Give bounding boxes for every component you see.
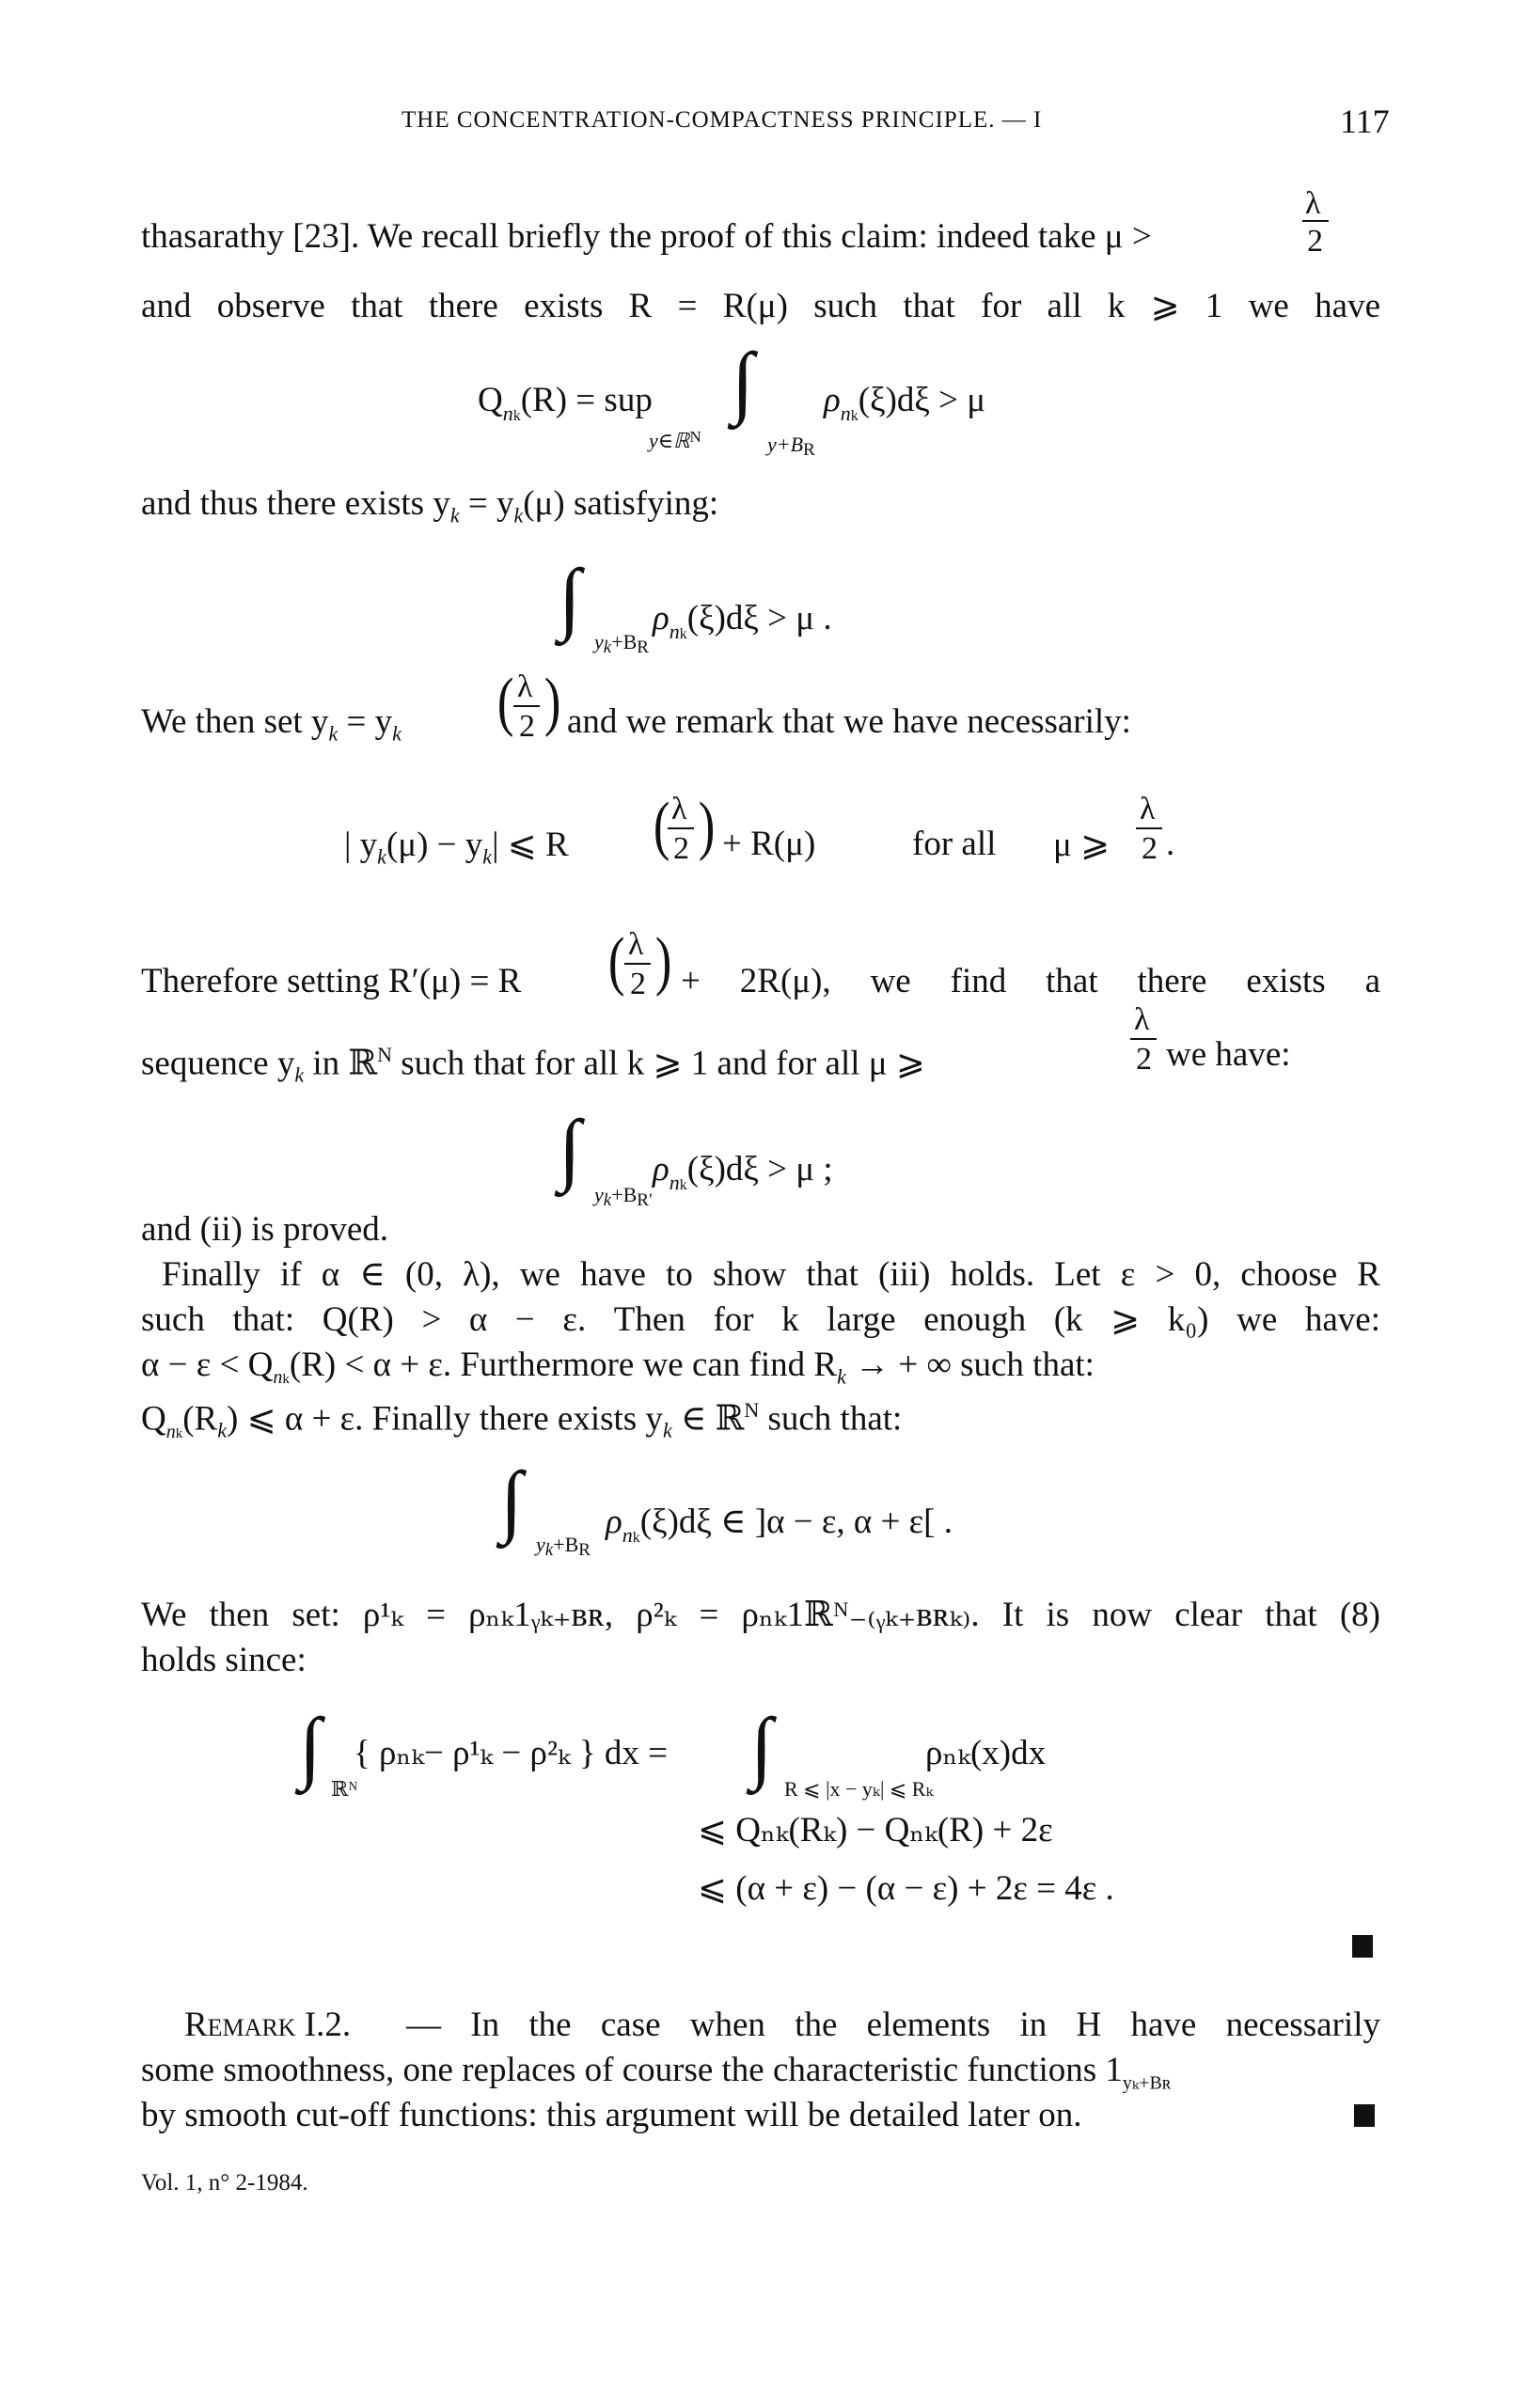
eq-text: + R(μ): [722, 825, 816, 863]
integrand: $\rho_{nk}(\xi)d\xi$ ∈ ]α − ε, α + ε[ .: [606, 1503, 953, 1547]
paragraph-line: — In the case when the elements in H have necessarily: [406, 2006, 1380, 2044]
text-run: + 2R(μ), we find that there exists a: [681, 962, 1380, 1000]
fraction-bar: [1136, 827, 1162, 829]
paragraph-line: [184, 2003, 351, 2048]
eq-symbol: Q: [478, 381, 503, 419]
paragraph-line: and (ii) is proved.: [141, 1210, 389, 1249]
integral-lower-limit: yk+BR: [536, 1533, 591, 1560]
footer: Vol. 1, n° 2-1984.: [141, 2170, 308, 2196]
paragraph-line: [141, 214, 1152, 260]
paragraph-line: $\alpha - \varepsilon < Q_{nk}(R) < \alpha + \varepsilon$. Furthermore we can find $R_k$ → + ∞ such that:: [141, 1346, 1095, 1389]
page-number: 117: [1340, 102, 1390, 140]
right-paren: ): [698, 790, 716, 862]
left-paren: (: [653, 790, 670, 862]
eq-sub: n: [502, 401, 513, 425]
integral-lower-limit: ℝᴺ: [331, 1777, 358, 1801]
fraction-numerator: λ: [1305, 186, 1321, 221]
text-run: ∈ ℝ: [671, 1399, 745, 1439]
text-run: and we remark that we have necessarily:: [567, 702, 1131, 741]
eq-text: .: [1166, 825, 1175, 863]
text-run: We then set y: [141, 702, 329, 741]
limit-text: y: [594, 630, 604, 653]
limit-sub: R: [803, 440, 815, 460]
fraction-bar: [624, 963, 651, 965]
left-paren: (: [496, 666, 514, 738]
integral-lower-limit: yk+BR′: [594, 1183, 654, 1210]
text-run: (R: [182, 1399, 218, 1439]
equation-lhs: { ρₙₖ− ρ¹ₖ − ρ²ₖ } dx =: [354, 1734, 668, 1772]
fraction-numerator: λ: [1134, 1002, 1150, 1037]
paragraph-line: holds since:: [141, 1641, 307, 1679]
fraction-denominator: 2: [1136, 1042, 1152, 1077]
fraction-bar: [1130, 1038, 1157, 1040]
integral-lower-limit: yk+BR: [594, 630, 649, 657]
eq-text: (μ) − y: [386, 826, 483, 864]
paragraph-line: We then set $y_k = y_k$: [141, 702, 402, 746]
fraction-numerator: λ: [628, 927, 644, 962]
text-run: (μ) satisfying:: [523, 484, 719, 523]
integrand: $\rho_{nk}(\xi)d\xi > \mu$: [824, 381, 986, 425]
integral-lower-limit: R ⩽ |x − yₖ| ⩽ Rₖ: [784, 1777, 934, 1801]
integral-sign: ∫: [559, 552, 581, 642]
sup-subscript: [649, 429, 701, 453]
eq-subsub: k: [512, 408, 521, 424]
paragraph-line: and observe that there exists R = R(μ) such that for all k ⩾ 1 we have: [141, 287, 1380, 325]
sup-dim: N: [689, 428, 701, 446]
paragraph-line: Therefore setting R′(μ) = R: [141, 962, 522, 1000]
text-run: we have:: [1166, 1035, 1291, 1074]
right-paren: ): [543, 666, 561, 738]
eq-text: μ ⩾: [1053, 826, 1111, 864]
fraction-denominator: 2: [1307, 224, 1323, 259]
fraction-numerator: λ: [671, 792, 687, 826]
eq-text: | y: [344, 826, 378, 864]
text-run: (R) < α + ε. Furthermore we can find R: [289, 1346, 838, 1384]
paragraph-line: $Q_{nk}(R_k)$ ⩽ α + ε. Finally there exists $y_k$ ∈ ℝ$^N$ such that:: [141, 1398, 903, 1442]
fraction-denominator: 2: [630, 967, 646, 1001]
qed-square-icon: [1352, 1935, 1373, 1958]
fraction-denominator: 2: [673, 831, 689, 866]
fraction-bar: [1302, 220, 1329, 222]
paragraph-line: Finally if α ∈ (0, λ), we have to show that (iii) holds. Let ε > 0, choose R: [162, 1255, 1380, 1294]
text-run: Q: [141, 1399, 166, 1439]
limit-text: +B: [611, 630, 638, 653]
fraction-numerator: λ: [1140, 792, 1156, 826]
limit-text: +B: [553, 1533, 579, 1556]
text-run: ) ⩽ α + ε. Finally there exists y: [227, 1399, 663, 1439]
paragraph-line: sequence $y_k$ in ℝ$^N$ such that for all k ⩾ 1 and for all μ ⩾: [141, 1043, 925, 1087]
equation-line: ⩽ Qₙₖ(Rₖ) − Qₙₖ(R) + 2ε: [698, 1811, 1053, 1849]
integral-sign: ∫: [500, 1455, 523, 1545]
remark-label: Remark I.2.: [184, 2006, 352, 2044]
paragraph-line: We then set: ρ¹ₖ = ρₙₖ1ᵧₖ₊ʙʀ, ρ²ₖ = ρₙₖ1ℝᴺ₋₍ᵧₖ₊ʙʀₖ₎. It is now clear that (8): [141, 1596, 1380, 1634]
text-run: sequence y: [141, 1044, 295, 1083]
fraction-bar: [668, 827, 694, 829]
eq-text: | ⩽ R: [492, 826, 569, 864]
paragraph-line: by smooth cut-off functions: this argument will be detailed later on.: [141, 2096, 1082, 2134]
integrand-rest: (ξ)dξ > μ .: [686, 599, 832, 637]
integral-sign: ∫: [299, 1701, 322, 1791]
integrand-rest: (ξ)dξ > μ ;: [686, 1150, 833, 1188]
text-run: = y: [459, 484, 514, 523]
text-run: α − ε < Q: [141, 1346, 274, 1384]
end-remark-square-icon: [1354, 2104, 1375, 2127]
fraction-denominator: 2: [1142, 831, 1158, 866]
equation-3: | $y_k(\mu) - y_k|$ ⩽ R: [344, 826, 569, 869]
fraction-numerator: λ: [517, 669, 533, 704]
text-run: + ∞ such that:: [898, 1346, 1095, 1384]
text-run: some smoothness, one replaces of course the characteristic functions 1: [141, 2051, 1123, 2089]
text-run: = y: [338, 702, 393, 741]
integrand-rest: (ξ)dξ > μ: [858, 381, 986, 419]
text-run: such that for all k ⩾ 1 and for all μ ⩾: [392, 1044, 925, 1083]
eq-text: for all: [912, 825, 997, 863]
integrand: $\rho_{nk}(\xi)d\xi > \mu$ ;: [653, 1150, 833, 1194]
eq-text: (R) = sup: [520, 381, 653, 419]
limit-sub: R: [578, 1540, 591, 1560]
limit-text: +B: [611, 1183, 638, 1206]
integrand-rest: (ξ)dξ ∈ ]α − ε, α + ε[ .: [639, 1503, 953, 1541]
limit-text: y+B: [767, 433, 804, 456]
integral-sign: ∫: [732, 336, 754, 426]
integral-lower-limit: [767, 433, 815, 460]
equation-1: [478, 380, 653, 425]
left-paren: (: [607, 925, 625, 998]
sup-set: y∈ℝ: [649, 429, 690, 452]
text-run: such that:: [759, 1399, 903, 1439]
text-run: and thus there exists y: [141, 484, 450, 523]
limit-sub: R′: [637, 1190, 654, 1210]
text-run-sub: yₖ+Bʀ: [1122, 2072, 1172, 2094]
text-run: in ℝ: [304, 1044, 378, 1083]
right-paren: ): [654, 925, 672, 998]
running-header: THE CONCENTRATION-COMPACTNESS PRINCIPLE. — I: [402, 107, 1043, 133]
equation-line: ⩽ (α + ε) − (α − ε) + 2ε = 4ε .: [698, 1869, 1114, 1908]
rho: ρ: [824, 381, 841, 419]
fraction-denominator: 2: [519, 709, 535, 744]
paragraph-line: and thus there exists $y_k = y_k(\mu)$ satisfying:: [141, 484, 719, 527]
paragraph-line: such that: Q(R) > α − ε. Then for k large enough (k ⩾ k₀) we have:: [141, 1300, 1380, 1339]
text-run: thasarathy [23]. We recall briefly the proof of this claim: indeed take μ >: [141, 217, 1152, 256]
integrand: $\rho_{nk}(\xi)d\xi > \mu$ .: [653, 599, 832, 643]
limit-sub: R: [637, 637, 649, 657]
fraction-bar: [513, 705, 540, 707]
integral-sign: ∫: [559, 1103, 581, 1193]
text-run: →: [845, 1346, 899, 1384]
integral-sign: ∫: [750, 1701, 773, 1791]
equation-rhs: ρₙₖ(x)dx: [925, 1734, 1047, 1772]
